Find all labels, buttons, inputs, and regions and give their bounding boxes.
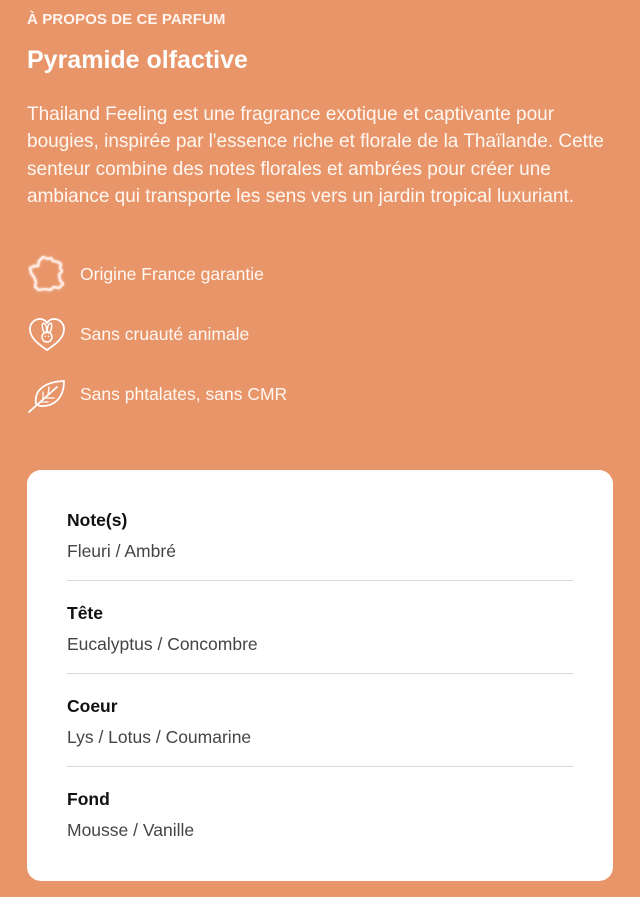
fragrance-description: Thailand Feeling est une fragrance exotique et captivante pour bougies, inspirée par l'essence riche et florale de la Thaïlande. Cette senteur combine des notes florales et ambrées pour créer une ambiance qui transporte les sens vers un jardin tropical luxuriant. bbox=[27, 104, 604, 207]
note-value: Fleuri / Ambré bbox=[67, 541, 176, 561]
section-title: Pyramide olfactive bbox=[27, 46, 248, 74]
olfactive-notes-card bbox=[27, 470, 613, 881]
feature-no-phthalates bbox=[25, 372, 585, 416]
note-value: Eucalyptus / Concombre bbox=[67, 634, 258, 654]
feature-origin-france bbox=[25, 252, 585, 296]
note-row-base bbox=[67, 767, 573, 860]
note-label: Note(s) bbox=[67, 510, 128, 530]
note-value: Mousse / Vanille bbox=[67, 820, 195, 840]
note-label: Tête bbox=[67, 603, 103, 623]
note-row-family bbox=[67, 508, 573, 581]
leaf-icon bbox=[25, 372, 69, 416]
cruelty-free-bunny-icon bbox=[25, 312, 69, 356]
feature-cruelty-free bbox=[25, 312, 585, 356]
feature-label: Sans cruauté animale bbox=[80, 323, 250, 344]
section-kicker: À PROPOS DE CE PARFUM bbox=[27, 11, 226, 28]
feature-list bbox=[25, 252, 585, 432]
france-map-icon bbox=[25, 252, 69, 296]
note-label: Coeur bbox=[67, 696, 118, 716]
note-value: Lys / Lotus / Coumarine bbox=[67, 727, 252, 747]
note-row-heart bbox=[67, 674, 573, 767]
feature-label: Origine France garantie bbox=[80, 263, 264, 284]
note-label: Fond bbox=[67, 789, 110, 809]
note-row-top bbox=[67, 581, 573, 674]
feature-label: Sans phtalates, sans CMR bbox=[80, 383, 288, 404]
